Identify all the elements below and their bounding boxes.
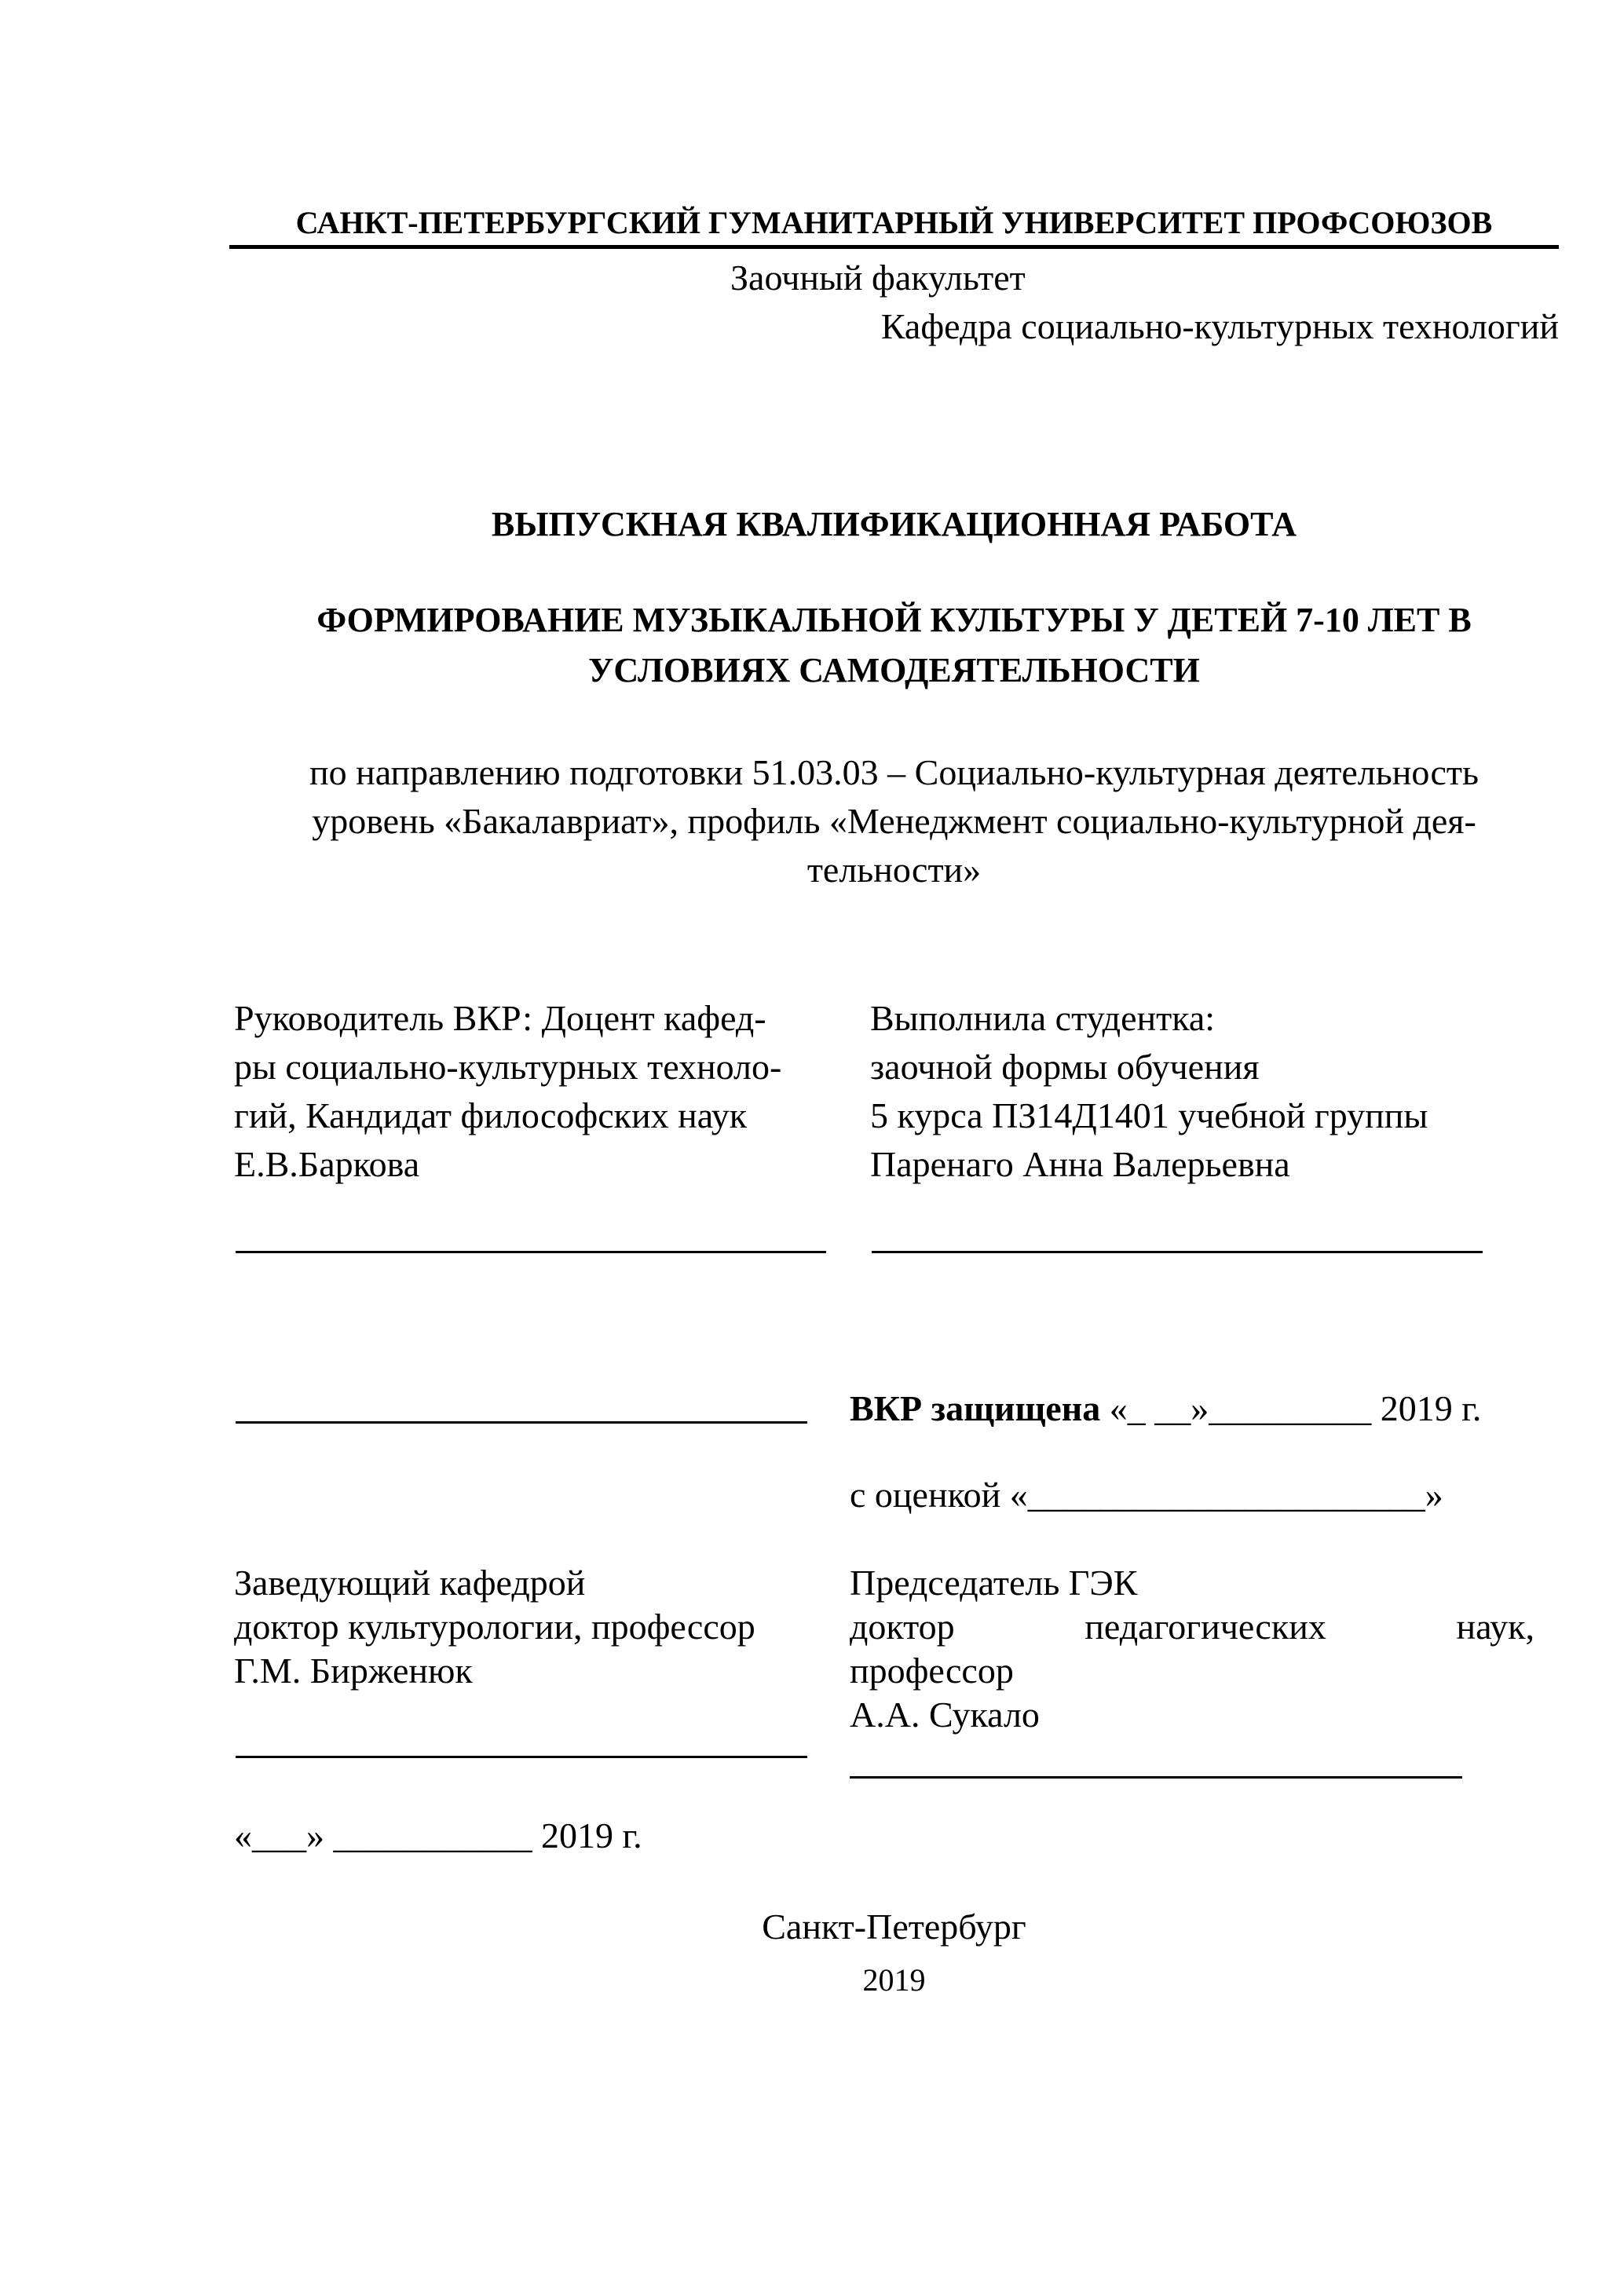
head-signature-line[interactable] [236,1756,807,1758]
chairman-degree-word: доктор [850,1607,955,1647]
supervisor-signature-line[interactable] [236,1251,826,1253]
direction-line-1: по направлению подготовки 51.03.03 – Социально-культурная деятельность [309,752,1479,792]
student-block [870,994,1428,1189]
student-name: Паренаго Анна Валерьевна [870,1144,1290,1184]
supervisor-line: ры социально-культурных техноло- [234,1047,782,1087]
chairman-degree-word: наук, [1456,1607,1534,1647]
defense-date-blank[interactable]: «_ __»_________ 2019 г. [1100,1388,1482,1428]
supervisor-block [234,994,781,1189]
thesis-title-line-1: ФОРМИРОВАНИЕ МУЗЫКАЛЬНОЙ КУЛЬТУРЫ У ДЕТЕЙ 7-10 ЛЕТ В [316,601,1472,639]
supervisor-name: Е.В.Баркова [234,1144,420,1184]
student-line: 5 курса ПЗ14Д1401 учебной группы [870,1095,1428,1135]
faculty-name: Заочный факультет [730,258,1026,298]
defense-date [850,1387,1481,1431]
reviewer-signature-line[interactable] [236,1421,807,1424]
student-signature-line[interactable] [872,1251,1483,1253]
direction-line-2: уровень «Бакалавриат», профиль «Менеджмент социально-культурной дея- [312,801,1476,841]
supervisor-line: гий, Кандидат философских наук [234,1095,748,1135]
thesis-title-line-2: УСЛОВИЯХ САМОДЕЯТЕЛЬНОСТИ [588,651,1200,689]
head-degree: доктор культурологии, профессор [234,1607,755,1647]
student-line: заочной формы обучения [870,1047,1260,1087]
footer-year: 2019 [862,1962,926,1998]
chairman-name: А.А. Сукало [850,1695,1040,1735]
defense-grade[interactable]: с оценкой «______________________» [850,1475,1443,1515]
head-of-department-block [234,1561,755,1693]
chairman-rank: профессор [850,1651,1014,1691]
supervisor-line: Руководитель ВКР: Доцент кафед- [234,998,766,1038]
work-type: ВЫПУСКНАЯ КВАЛИФИКАЦИОННАЯ РАБОТА [491,505,1297,543]
head-name: Г.М. Бирженюк [234,1651,473,1691]
university-name: САНКТ-ПЕТЕРБУРГСКИЙ ГУМАНИТАРНЫЙ УНИВЕРСИТЕТ ПРОФСОЮЗОВ [295,205,1493,240]
chairman-title: Председатель ГЭК [850,1563,1138,1603]
direction-line-3: тельности» [807,850,982,890]
footer-city: Санкт-Петербург [762,1907,1026,1947]
defense-label: ВКР защищена [850,1388,1101,1428]
chairman-degree-word: педагогических [1084,1607,1326,1647]
header-rule [229,245,1559,249]
head-title: Заведующий кафедрой [234,1563,586,1603]
chairman-signature-line[interactable] [850,1776,1462,1779]
chairman-degree [850,1605,1534,1649]
student-line: Выполнила студентка: [870,998,1216,1038]
department-name: Кафедра социально-культурных технологий [880,306,1559,346]
chairman-block [850,1561,1534,1737]
approval-date-line[interactable]: «___» ___________ 2019 г. [234,1815,642,1855]
